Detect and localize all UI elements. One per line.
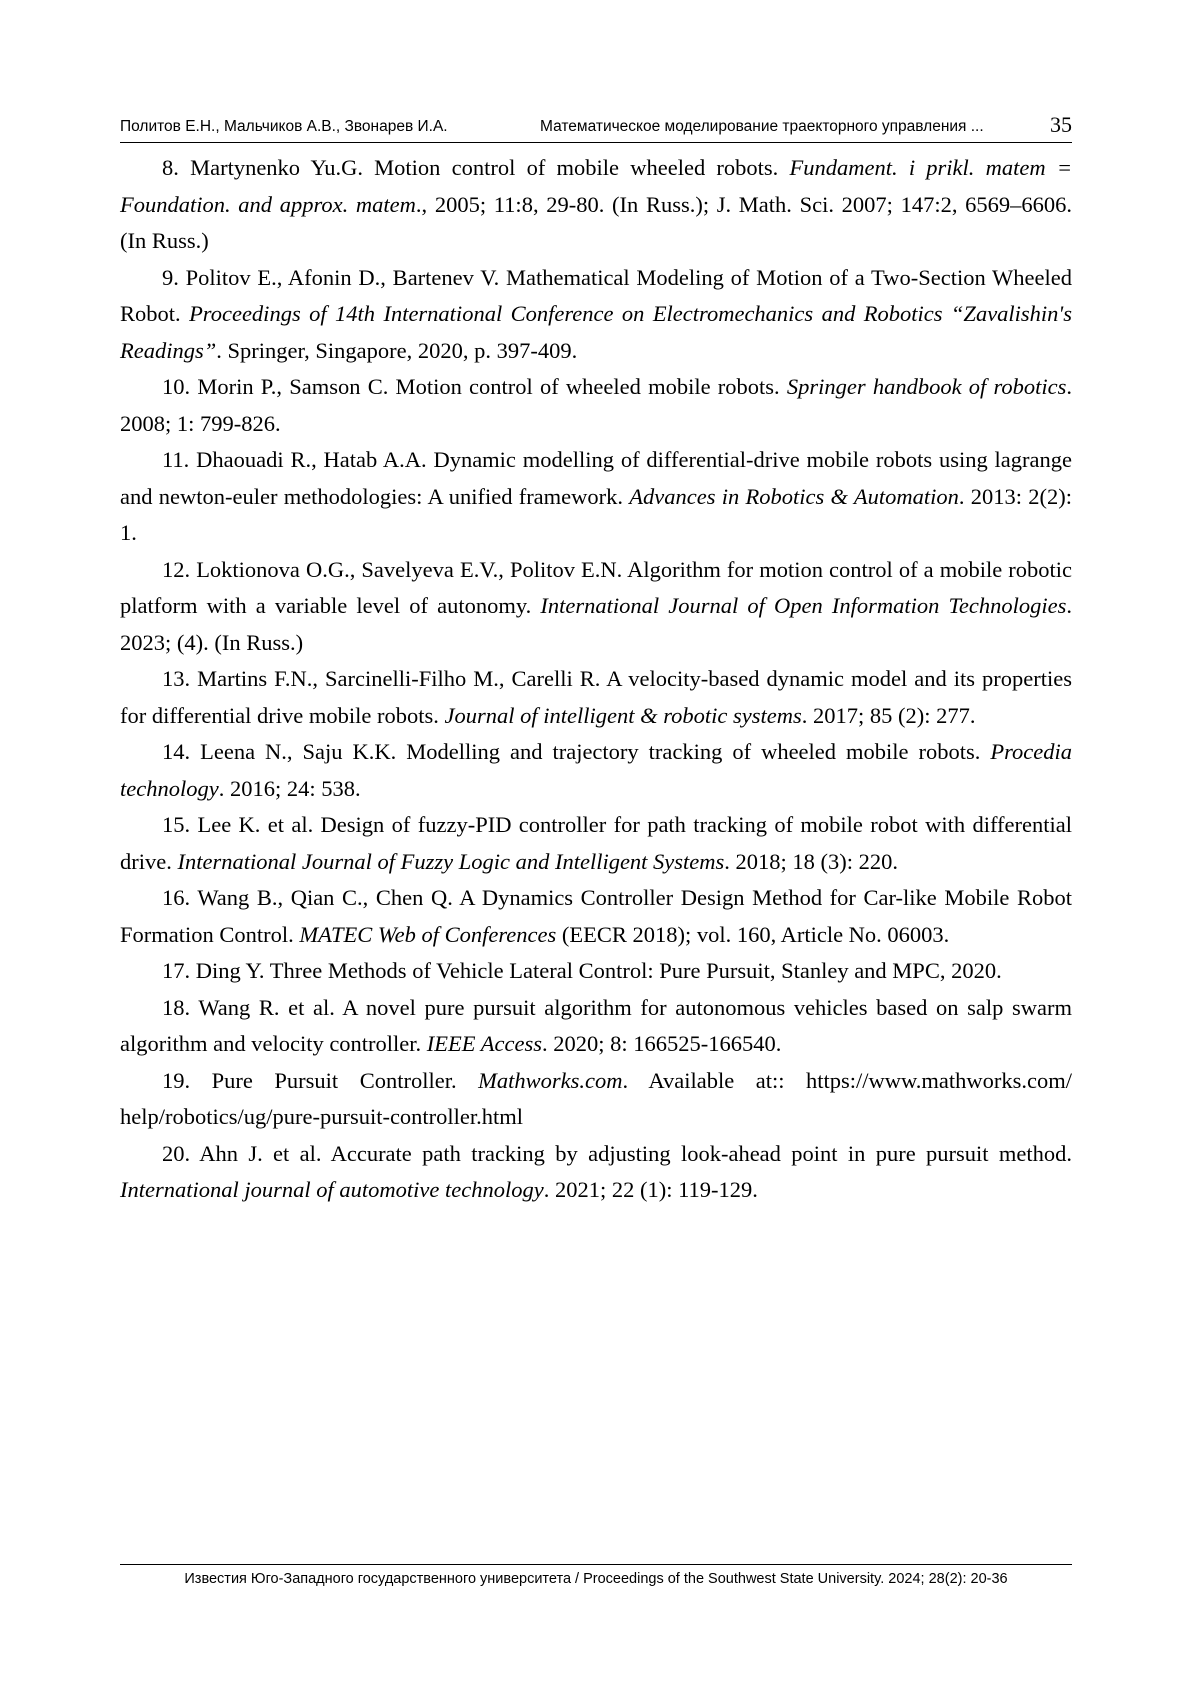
footer-citation: Известия Юго-Западного государственного университета / Proceedings of the Southwest State University. 2024; 28(2): 20-36 bbox=[184, 1571, 1008, 1587]
reference-text: . 2021; 22 (1): 119-129. bbox=[543, 1177, 758, 1202]
reference-item-18 bbox=[120, 990, 1072, 1063]
reference-item-8 bbox=[120, 150, 1072, 260]
reference-text: ., 2005; 11:8, 29-80. (In Russ.); J. Math. Sci. 2007; 147:2, 6569–6606. (In Russ.) bbox=[120, 191, 1072, 253]
reference-text: . 2017; 85 (2): 277. bbox=[801, 702, 976, 728]
reference-text: . 2008; 1: 799-826. bbox=[120, 374, 1073, 436]
reference-source: Fundament. i prikl. matem = Foundation. and approx. matem bbox=[120, 155, 1072, 217]
reference-text: 20. Ahn J. et al. Accurate path tracking by adjusting look-ahead point in pure pursuit method. bbox=[162, 1140, 1072, 1166]
reference-text: . 2013: 2(2): 1. bbox=[120, 483, 1072, 545]
reference-item-17 bbox=[120, 953, 1072, 990]
reference-text: 17. Ding Y. Three Methods of Vehicle Lateral Control: Pure Pursuit, Stanley and MPC, 2020. bbox=[162, 958, 1002, 983]
reference-text: 19. Pure Pursuit Controller. bbox=[162, 1067, 479, 1093]
reference-source: Procedia technology bbox=[120, 739, 1072, 801]
reference-item-15 bbox=[120, 807, 1072, 880]
reference-text: 8. Martynenko Yu.G. Motion control of mobile wheeled robots. bbox=[162, 155, 790, 180]
reference-text: 14. Leena N., Saju K.K. Modelling and trajectory tracking of wheeled mobile robots. bbox=[162, 739, 991, 764]
reference-text: . 2023; (4). (In Russ.) bbox=[120, 593, 1073, 655]
reference-source: MATEC Web of Conferences bbox=[299, 921, 557, 947]
reference-text: . 2016; 24: 538. bbox=[218, 775, 361, 801]
running-header bbox=[120, 112, 1072, 143]
reference-text: . 2018; 18 (3): 220. bbox=[724, 848, 899, 874]
reference-text: 11. Dhaouadi R., Hatab A.A. Dynamic modelling of differential-drive mobile robots using lagrange and newton-euler methodologies: A unified framework. bbox=[120, 447, 1072, 509]
reference-source: International Journal of Open Information Technologies bbox=[540, 593, 1067, 618]
reference-text: 18. Wang R. et al. A novel pure pursuit algorithm for autonomous vehicles based on salp swarm algorithm and velocity controller. bbox=[120, 994, 1072, 1056]
reference-text: 10. Morin P., Samson C. Motion control of wheeled mobile robots. bbox=[162, 374, 787, 399]
reference-source: Mathworks.com bbox=[478, 1067, 623, 1093]
reference-source: Proceedings of 14th International Conference on Electromechanics and Robotics “Zavalishin's Readings” bbox=[120, 301, 1073, 363]
header-article-title: Математическое моделирование траекторного управления ... bbox=[540, 118, 984, 135]
reference-text: . Springer, Singapore, 2020, p. 397-409. bbox=[216, 337, 578, 363]
running-footer bbox=[120, 1564, 1072, 1587]
reference-item-20 bbox=[120, 1136, 1072, 1209]
reference-text: . Available at:: https://www.mathworks.com/ help/robotics/ug/pure-pursuit-controller.html bbox=[120, 1067, 1072, 1129]
reference-source: Advances in Robotics & Automation bbox=[629, 483, 959, 509]
reference-item-11 bbox=[120, 442, 1072, 552]
reference-text: 12. Loktionova O.G., Savelyeva E.V., Politov E.N. Algorithm for motion control of a mobile robotic platform with a variable level of autonomy. bbox=[120, 556, 1072, 618]
reference-text: 9. Politov E., Afonin D., Bartenev V. Mathematical Modeling of Motion of a Two-Section Wheeled Robot. bbox=[120, 264, 1072, 326]
reference-item-13 bbox=[120, 661, 1072, 734]
reference-list bbox=[120, 150, 1072, 1209]
reference-source: IEEE Access bbox=[426, 1031, 542, 1056]
reference-text: . 2020; 8: 166525-166540. bbox=[541, 1031, 782, 1056]
reference-text: (EECR 2018); vol. 160, Article No. 06003. bbox=[556, 921, 950, 947]
reference-text: 13. Martins F.N., Sarcinelli-Filho M., Carelli R. A velocity-based dynamic model and its properties for differential drive mobile robots. bbox=[120, 666, 1072, 728]
reference-item-16 bbox=[120, 880, 1072, 953]
header-authors: Политов Е.Н., Мальчиков А.В., Звонарев И.А. bbox=[120, 118, 448, 135]
reference-item-19 bbox=[120, 1063, 1072, 1136]
reference-text: 16. Wang B., Qian C., Chen Q. A Dynamics Controller Design Method for Car-like Mobile Robot Formation Control. bbox=[120, 885, 1072, 947]
reference-source: International journal of automotive technology bbox=[120, 1177, 544, 1202]
reference-source: International Journal of Fuzzy Logic and Intelligent Systems bbox=[177, 848, 725, 874]
reference-item-12 bbox=[120, 552, 1072, 662]
reference-source: Springer handbook of robotics bbox=[786, 374, 1067, 399]
reference-source: Journal of intelligent & robotic systems bbox=[444, 702, 802, 728]
reference-item-14 bbox=[120, 734, 1072, 807]
page-number: 35 bbox=[1050, 112, 1072, 137]
reference-item-10 bbox=[120, 369, 1072, 442]
reference-item-9 bbox=[120, 260, 1072, 370]
reference-text: 15. Lee K. et al. Design of fuzzy-PID controller for path tracking of mobile robot with differential drive. bbox=[120, 812, 1072, 874]
